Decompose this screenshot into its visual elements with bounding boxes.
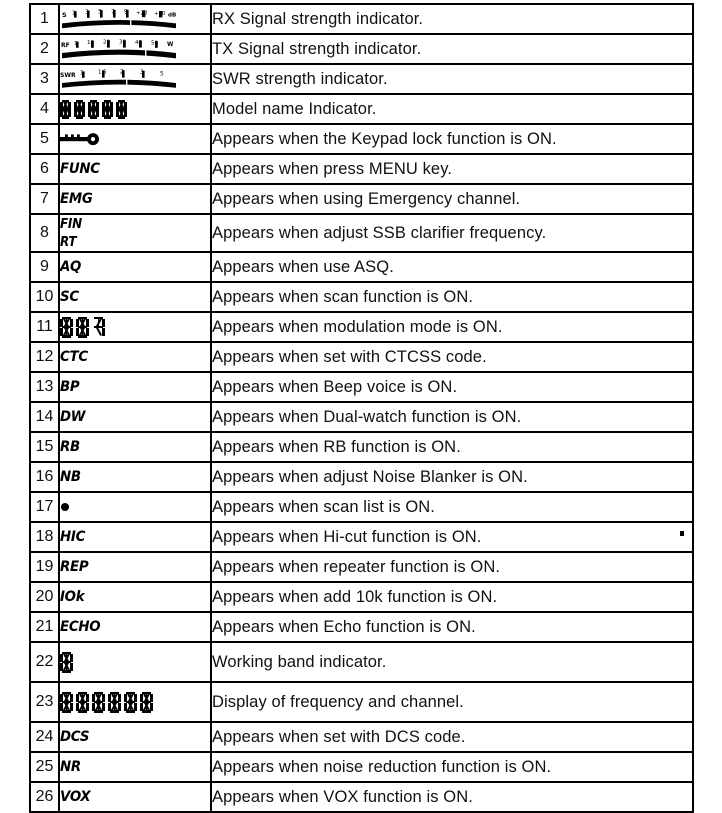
row-description-cell [211,432,693,462]
row-index-cell: 24 [30,722,59,752]
row-index-cell: 16 [30,462,59,492]
table-row [30,582,693,612]
row-index-cell: 8 [30,214,59,252]
row-description-text: Appears when adjust Noise Blanker is ON. [212,467,528,486]
row-index-cell: 23 [30,682,59,722]
row-description-cell [211,34,693,64]
row-symbol-cell [59,124,211,154]
row-description-text: Appears when using Emergency channel. [212,189,521,208]
row-symbol-cell [59,154,211,184]
row-description-cell [211,214,693,252]
row-description-cell [211,402,693,432]
row-symbol-cell [59,522,211,552]
lcd-segment-digit [60,100,71,119]
row-index-cell: 3 [30,64,59,94]
row-description-text: Appears when modulation mode is ON. [212,317,503,336]
lcd-segment-digit [92,692,105,713]
lcd-text-symbol: HIC [60,529,86,545]
row-index-cell: 5 [30,124,59,154]
lcd-segment-digit [60,317,73,338]
row-description-text: Working band indicator. [212,652,387,671]
row-description-text: Appears when scan list is ON. [212,497,435,516]
row-index-cell: 11 [30,312,59,342]
svg-text:3: 3 [140,69,144,76]
lcd-segment-digit [88,100,99,119]
row-description-text: Appears when repeater function is ON. [212,557,501,576]
row-index-cell: 22 [30,642,59,682]
row-description-text: Appears when set with CTCSS code. [212,347,487,366]
row-description-text: Appears when VOX function is ON. [212,787,473,806]
row-description-cell [211,64,693,94]
svg-text:2: 2 [120,68,124,75]
row-description-text: Appears when scan function is ON. [212,287,474,306]
row-description-cell [211,722,693,752]
row-description-cell [211,642,693,682]
row-description-text: TX Signal strength indicator. [212,39,422,58]
lcd-segment-digit [76,692,89,713]
lcd-text-symbol: NB [60,469,81,485]
table-row [30,372,693,402]
table-row [30,752,693,782]
row-description-text: Appears when noise reduction function is ON. [212,757,552,776]
row-description-text: SWR strength indicator. [212,69,388,88]
row-description-cell [211,492,693,522]
svg-text:5: 5 [98,7,102,15]
table-row [30,782,693,812]
row-symbol-cell [59,64,211,94]
lcd-text-symbol: DCS [60,729,90,745]
lcd-text-symbol: REP [60,559,89,575]
row-description-text: Appears when Beep voice is ON. [212,377,458,396]
lcd-text-symbol [60,215,84,250]
table-row [30,94,693,124]
row-description-text: Appears when set with DCS code. [212,727,466,746]
row-description-text: Appears when adjust SSB clarifier frequency. [212,223,547,242]
row-description-cell [211,522,693,552]
dot-icon [61,503,69,511]
lcd-segment-digit [92,317,105,338]
lcd-segment-group [60,652,210,673]
svg-text:1: 1 [74,40,78,47]
lcd-text-line-2: RT [60,235,77,250]
row-index-cell: 20 [30,582,59,612]
table-row [30,462,693,492]
lcd-text-symbol: ECHO [60,619,101,635]
row-description-text: Appears when press MENU key. [212,159,453,178]
row-description-cell [211,752,693,782]
table-row [30,432,693,462]
row-symbol-cell [59,342,211,372]
table-row [30,34,693,64]
lcd-text-symbol: NR [60,759,81,775]
table-row [30,124,693,154]
lcd-segment-digit [74,100,85,119]
lcd-text-symbol: BP [60,379,80,395]
svg-text:SWR: SWR [60,71,76,79]
table-row [30,184,693,214]
table-row [30,214,693,252]
svg-text:+40: +40 [154,10,166,17]
lcd-segment-digit [124,692,137,713]
row-index-cell: 12 [30,342,59,372]
row-index-cell: 13 [30,372,59,402]
row-index-cell: 17 [30,492,59,522]
lcd-segment-digit [76,317,89,338]
row-description-text: Appears when add 10k function is ON. [212,587,498,606]
row-index-cell: 25 [30,752,59,782]
svg-text:1.5: 1.5 [98,69,107,76]
row-index-cell: 15 [30,432,59,462]
lcd-segment-digit [116,100,127,119]
row-description-cell [211,612,693,642]
svg-text:7: 7 [111,7,115,15]
lcd-text-symbol: AQ [60,259,82,275]
row-index-cell: 19 [30,552,59,582]
table-row [30,4,693,34]
row-description-text: Appears when Echo function is ON. [212,617,476,636]
row-description-text: Model name Indicator. [212,99,377,118]
table-row [30,402,693,432]
row-symbol-cell [59,252,211,282]
table-row [30,682,693,722]
row-index-cell: 18 [30,522,59,552]
lcd-segment-group [60,317,210,338]
row-index-cell: 2 [30,34,59,64]
row-index-cell: 9 [30,252,59,282]
row-description-cell [211,582,693,612]
row-description-text: Appears when Hi-cut function is ON. [212,527,482,546]
key-lock-icon [60,132,102,146]
lcd-text-symbol: DW [60,409,86,425]
lcd-text-symbol: EMG [60,191,93,207]
row-description-cell [211,342,693,372]
row-description-cell [211,552,693,582]
row-symbol-cell [59,4,211,34]
lcd-text-symbol: SC [60,289,79,305]
rx-signal-meter-icon [60,8,178,31]
lcd-legend-table [29,3,694,813]
svg-text:+20: +20 [136,9,148,16]
svg-text:W: W [167,41,174,48]
lcd-text-symbol: IOk [60,589,85,605]
row-symbol-cell [59,682,211,722]
row-description-text: Appears when Dual-watch function is ON. [212,407,522,426]
row-symbol-cell [59,184,211,214]
row-symbol-cell [59,782,211,812]
legend-table-body [30,4,693,812]
row-index-cell: 10 [30,282,59,312]
row-description-cell [211,462,693,492]
svg-text:20: 20 [103,38,111,45]
row-description-cell [211,124,693,154]
row-description-cell [211,312,693,342]
row-description-cell [211,94,693,124]
row-symbol-cell [59,402,211,432]
row-symbol-cell [59,312,211,342]
row-description-cell [211,252,693,282]
row-index-cell: 26 [30,782,59,812]
lcd-segment-digit [140,692,153,713]
table-row [30,342,693,372]
row-description-cell [211,782,693,812]
lcd-text-symbol: RB [60,439,80,455]
table-row [30,154,693,184]
table-row [30,642,693,682]
row-symbol-cell [59,432,211,462]
row-symbol-cell [59,492,211,522]
svg-text:1: 1 [80,70,84,77]
row-description-cell [211,282,693,312]
table-row [30,492,693,522]
lcd-text-symbol: VOX [60,789,91,805]
lcd-segment-digit [108,692,121,713]
svg-text:9: 9 [124,8,128,16]
table-row [30,252,693,282]
row-symbol-cell [59,282,211,312]
table-row [30,612,693,642]
table-row [30,522,693,552]
row-index-cell: 6 [30,154,59,184]
row-index-cell: 21 [30,612,59,642]
row-description-text: RX Signal strength indicator. [212,9,424,28]
table-row [30,312,693,342]
svg-text:S: S [62,10,67,19]
row-symbol-cell [59,462,211,492]
table-row [30,552,693,582]
table-row [30,282,693,312]
lcd-text-line-1: FIN [60,217,82,232]
table-row [30,64,693,94]
svg-text:10: 10 [87,39,95,46]
row-symbol-cell [59,582,211,612]
row-description-text: Appears when the Keypad lock function is ON. [212,129,557,148]
svg-text:dB: dB [168,11,177,18]
svg-text:50: 50 [151,40,159,47]
row-description-cell [211,184,693,214]
row-symbol-cell [59,94,211,124]
lcd-segment-group [60,692,210,713]
row-symbol-cell [59,642,211,682]
row-description-cell [211,154,693,184]
row-index-cell: 4 [30,94,59,124]
lcd-segment-digit [60,692,73,713]
row-description-cell [211,372,693,402]
row-symbol-cell [59,612,211,642]
svg-text:30: 30 [119,38,127,45]
svg-text:3: 3 [85,8,89,16]
row-description-cell [211,4,693,34]
table-row [30,722,693,752]
row-index-cell: 14 [30,402,59,432]
svg-text:1: 1 [72,9,76,17]
lcd-segment-digit [60,652,73,673]
row-index-cell: 1 [30,4,59,34]
svg-text:40: 40 [135,39,143,46]
row-symbol-cell [59,34,211,64]
row-symbol-cell [59,372,211,402]
lcd-text-symbol: CTC [60,349,88,365]
row-symbol-cell [59,214,211,252]
lcd-segment-digit [102,100,113,119]
lcd-text-symbol: FUNC [60,161,100,177]
tx-signal-meter-icon [60,38,178,61]
row-description-text: Display of frequency and channel. [212,692,464,711]
row-symbol-cell [59,722,211,752]
svg-text:RF: RF [61,41,70,49]
row-index-cell: 7 [30,184,59,214]
row-description-text: Appears when RB function is ON. [212,437,461,456]
lcd-segment-group [60,100,210,119]
row-description-text: Appears when use ASQ. [212,257,394,276]
scan-artifact-mark [680,531,684,536]
swr-meter-icon [60,68,178,91]
svg-text:5: 5 [160,71,164,78]
row-symbol-cell [59,552,211,582]
row-description-cell [211,682,693,722]
row-symbol-cell [59,752,211,782]
